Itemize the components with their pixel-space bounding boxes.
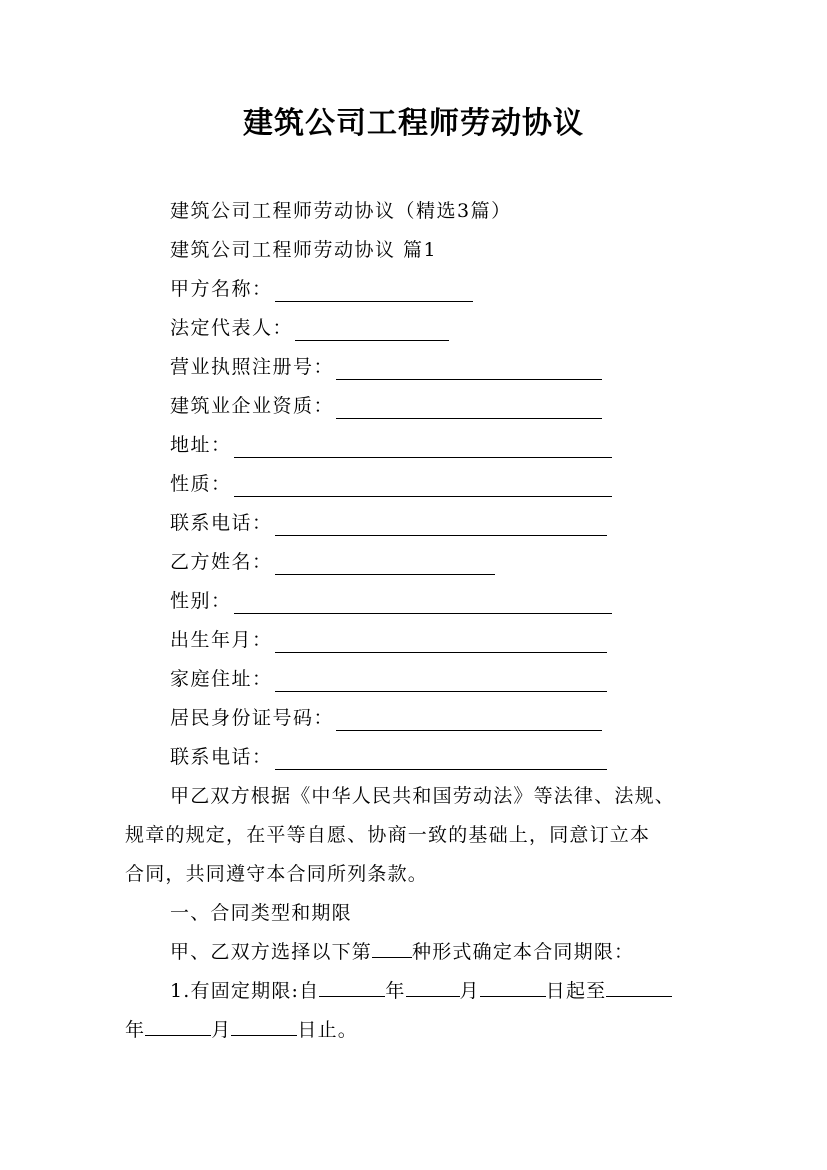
field-party-a-name [170, 276, 473, 302]
intro-line-3: 合同，共同遵守本合同所列条款。 [125, 863, 429, 885]
intro-line-2: 规章的规定，在平等自愿、协商一致的基础上，同意订立本 [125, 824, 651, 846]
blank-line[interactable] [275, 282, 473, 302]
section-heading: 建筑公司工程师劳动协议 篇1 [170, 239, 438, 261]
month-label: 月 [211, 1019, 232, 1041]
blank-line[interactable] [275, 633, 607, 653]
blank-line[interactable] [234, 438, 612, 458]
blank-line[interactable] [480, 978, 546, 997]
fixed-term-prefix: 1.有固定期限:自 [170, 980, 320, 1002]
field-id-number [170, 705, 602, 731]
blank-line[interactable] [406, 978, 460, 997]
field-business-license-number [170, 354, 602, 380]
field-label: 性质： [170, 473, 232, 495]
blank-line[interactable] [145, 1017, 211, 1036]
clause-heading: 一、合同类型和期限 [170, 902, 352, 924]
clause-select-suffix: 种形式确定本合同期限： [412, 941, 635, 963]
blank-line[interactable] [275, 516, 607, 536]
document-subtitle: 建筑公司工程师劳动协议（精选3篇） [170, 200, 512, 222]
field-label: 甲方名称： [170, 278, 273, 300]
blank-line[interactable] [606, 978, 672, 997]
field-gender [170, 588, 612, 614]
field-label: 乙方姓名： [170, 551, 273, 573]
fixed-term-line-1 [170, 978, 672, 1004]
day-end-label: 日止。 [297, 1019, 359, 1041]
blank-line[interactable] [234, 594, 612, 614]
blank-line[interactable] [336, 711, 602, 731]
blank-line[interactable] [336, 399, 602, 419]
field-party-a-phone [170, 510, 607, 536]
field-enterprise-qualification [170, 393, 602, 419]
field-label: 联系电话： [170, 746, 273, 768]
blank-line[interactable] [275, 750, 607, 770]
field-home-address [170, 666, 607, 692]
field-address [170, 432, 612, 458]
field-label: 出生年月： [170, 629, 273, 651]
blank-line[interactable] [275, 672, 607, 692]
field-label: 家庭住址： [170, 668, 273, 690]
blank-line[interactable] [295, 321, 449, 341]
field-nature [170, 471, 612, 497]
field-label: 地址： [170, 434, 232, 456]
field-label: 居民身份证号码： [170, 707, 335, 729]
month-label: 月 [459, 980, 480, 1002]
blank-line[interactable] [234, 477, 612, 497]
field-label: 性别： [170, 590, 232, 612]
field-birth-date [170, 627, 607, 653]
field-label: 联系电话： [170, 512, 273, 534]
intro-line-1: 甲乙双方根据《中华人民共和国劳动法》等法律、法规、 [170, 785, 676, 807]
blank-line[interactable] [275, 555, 495, 575]
day-from-label: 日起至 [545, 980, 607, 1002]
field-label: 建筑业企业资质： [170, 395, 335, 417]
field-party-b-name [170, 549, 495, 575]
blank-line[interactable] [336, 360, 602, 380]
field-label: 法定代表人： [170, 317, 294, 339]
field-party-b-phone [170, 744, 607, 770]
field-label: 营业执照注册号： [170, 356, 335, 378]
blank-line[interactable] [372, 939, 412, 958]
fixed-term-line-2 [125, 1017, 358, 1043]
clause-select-line [170, 939, 634, 965]
blank-line[interactable] [231, 1017, 297, 1036]
blank-line[interactable] [319, 978, 385, 997]
document-title: 建筑公司工程师劳动协议 [243, 106, 584, 141]
clause-select-prefix: 甲、乙双方选择以下第 [170, 941, 373, 963]
year-label: 年 [125, 1019, 146, 1041]
year-label: 年 [385, 980, 406, 1002]
field-legal-representative [170, 315, 449, 341]
